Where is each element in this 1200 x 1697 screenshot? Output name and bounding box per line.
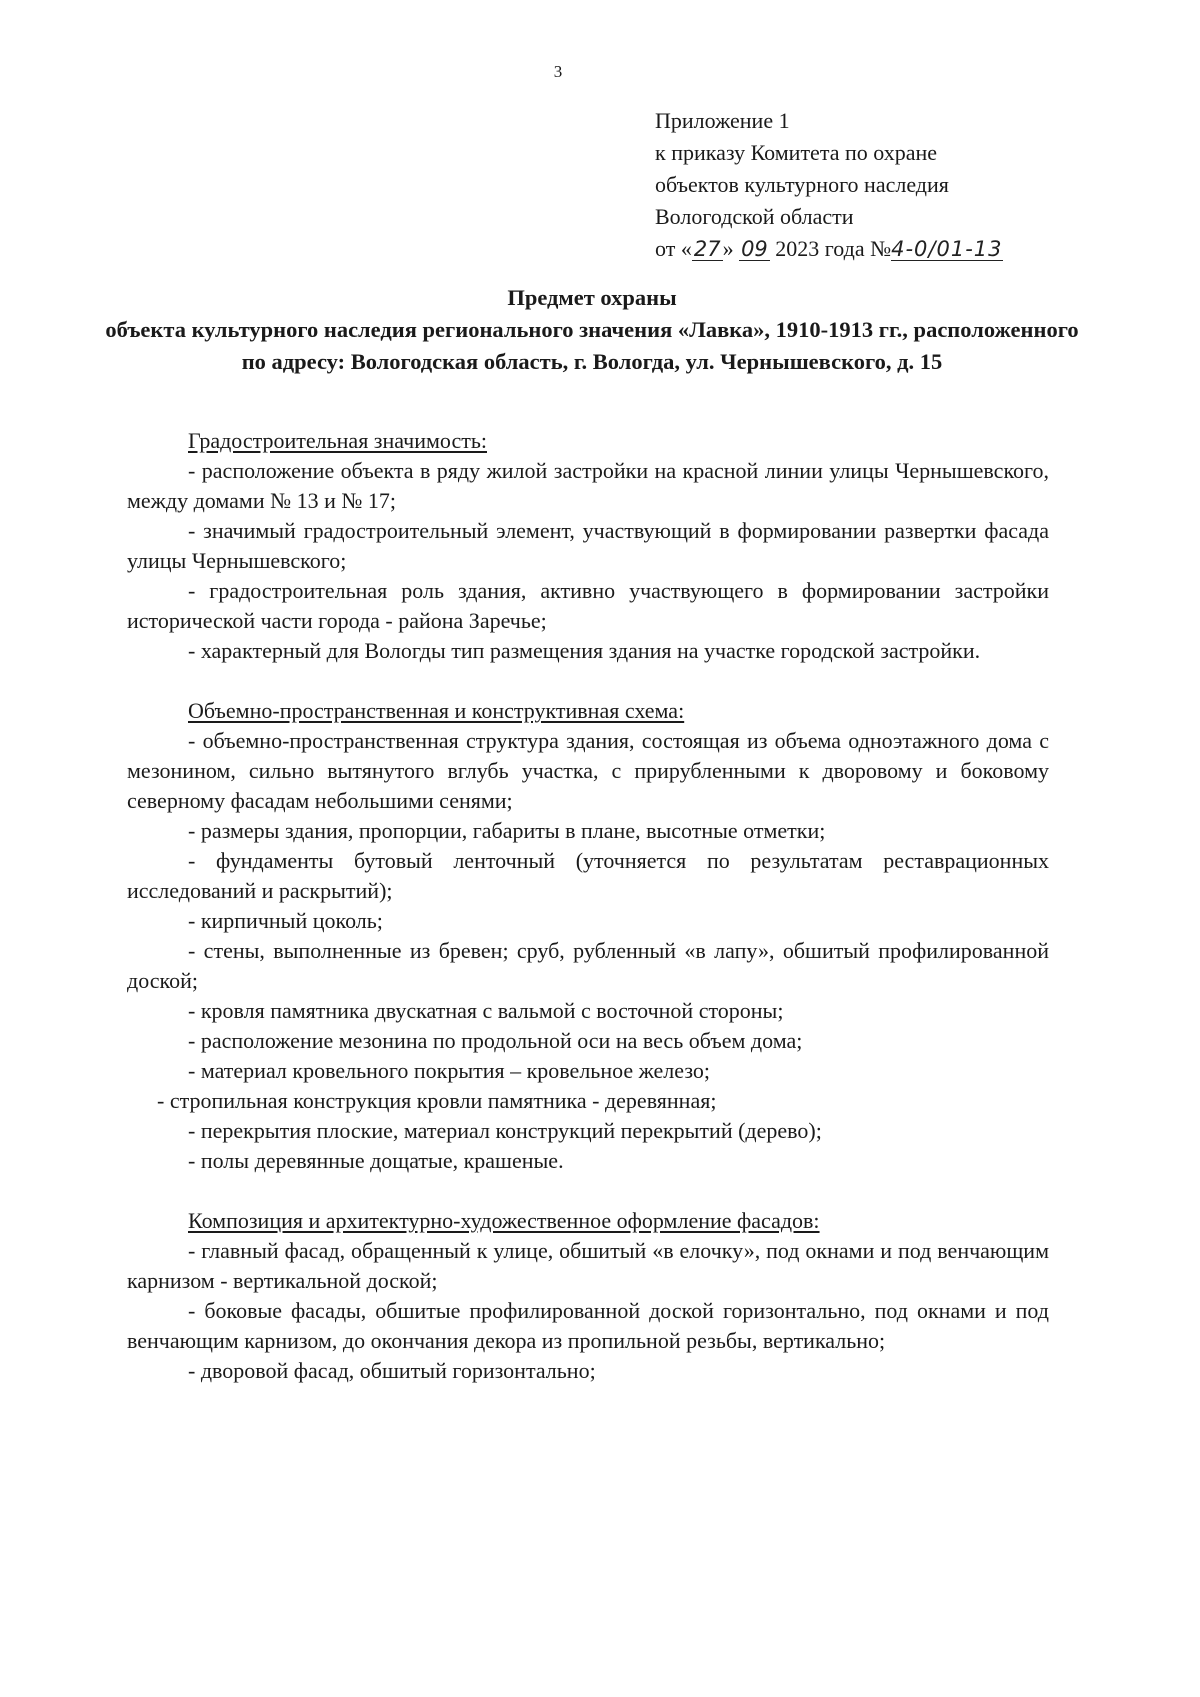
- annex-date-line: [655, 233, 1095, 265]
- list-item: - характерный для Вологды тип размещения здания на участке городской застройки.: [188, 638, 981, 663]
- section-heading-structure: Объемно-пространственная и конструктивная схема:: [188, 698, 685, 723]
- section-heading-urban: Градостроительная значимость:: [188, 428, 487, 453]
- list-item: - расположение объекта в ряду жилой застройки на красной линии улицы Чернышевского, между домами № 13 и № 17;: [127, 458, 1049, 513]
- list-item: - боковые фасады, обшитые профилированной доской горизонтально, под окнами и под венчающим карнизом, до окончания декора из пропильной резьбы, вертикально;: [127, 1298, 1049, 1353]
- list-item: - главный фасад, обращенный к улице, обшитый «в елочку», под окнами и под венчающим карнизом - вертикальной доской;: [127, 1238, 1049, 1293]
- list-item: - полы деревянные дощатые, крашеные.: [188, 1148, 564, 1173]
- document-body: [127, 426, 1049, 1386]
- section-gap: [127, 666, 1049, 696]
- section-gap: [127, 1176, 1049, 1206]
- list-item: - стропильная конструкция кровли памятника - деревянная;: [157, 1088, 717, 1113]
- title-subject: объекта культурного наследия регионального значения «Лавка», 1910-1913 гг., расположенного по адресу: Вологодская область, г. Вологда, ул. Чернышевского, д. 15: [105, 317, 1079, 374]
- title-line: Предмет охраны: [507, 285, 677, 310]
- annex-line: объектов культурного наследия: [655, 172, 949, 197]
- list-item: - объемно-пространственная структура здания, состоящая из объема одноэтажного дома с мезонином, сильно вытянутого вглубь участка, с прирубленными к дворовому и боковому северному фасадам небольшими сенями;: [127, 728, 1049, 813]
- date-prefix: от «: [655, 236, 692, 261]
- annex-block: [655, 105, 1095, 265]
- annex-line: к приказу Комитета по охране: [655, 140, 937, 165]
- list-item: - материал кровельного покрытия – кровельное железо;: [188, 1058, 710, 1083]
- section-heading-facades: Композиция и архитектурно-художественное оформление фасадов:: [188, 1208, 820, 1233]
- list-item: - размеры здания, пропорции, габариты в плане, высотные отметки;: [188, 818, 826, 843]
- list-item: - стены, выполненные из бревен; сруб, рубленный «в лапу», обшитый профилированной доской;: [127, 938, 1049, 993]
- annex-line: Приложение 1: [655, 108, 790, 133]
- document-title: [100, 282, 1084, 378]
- list-item: - кирпичный цоколь;: [188, 908, 383, 933]
- annex-line: Вологодской области: [655, 204, 854, 229]
- handwritten-day: 27: [693, 237, 721, 261]
- list-item: - расположение мезонина по продольной оси на весь объем дома;: [188, 1028, 803, 1053]
- list-item: - дворовой фасад, обшитый горизонтально;: [188, 1358, 596, 1383]
- list-item: - градостроительная роль здания, активно участвующего в формировании застройки исторической части города - района Заречье;: [127, 578, 1049, 633]
- date-sep: »: [722, 236, 734, 261]
- page-number: 3: [553, 62, 563, 81]
- date-year: 2023 года №: [775, 236, 892, 261]
- list-item: - кровля памятника двускатная с вальмой с восточной стороны;: [188, 998, 784, 1023]
- list-item: - фундаменты бутовый ленточный (уточняется по результатам реставрационных исследований и раскрытий);: [127, 848, 1049, 903]
- handwritten-month: 09: [741, 237, 768, 261]
- list-item: - перекрытия плоские, материал конструкций перекрытий (дерево);: [188, 1118, 822, 1143]
- handwritten-order-number: 4-0/01-13: [891, 237, 1003, 261]
- list-item: - значимый градостроительный элемент, участвующий в формировании развертки фасада улицы Чернышевского;: [127, 518, 1049, 573]
